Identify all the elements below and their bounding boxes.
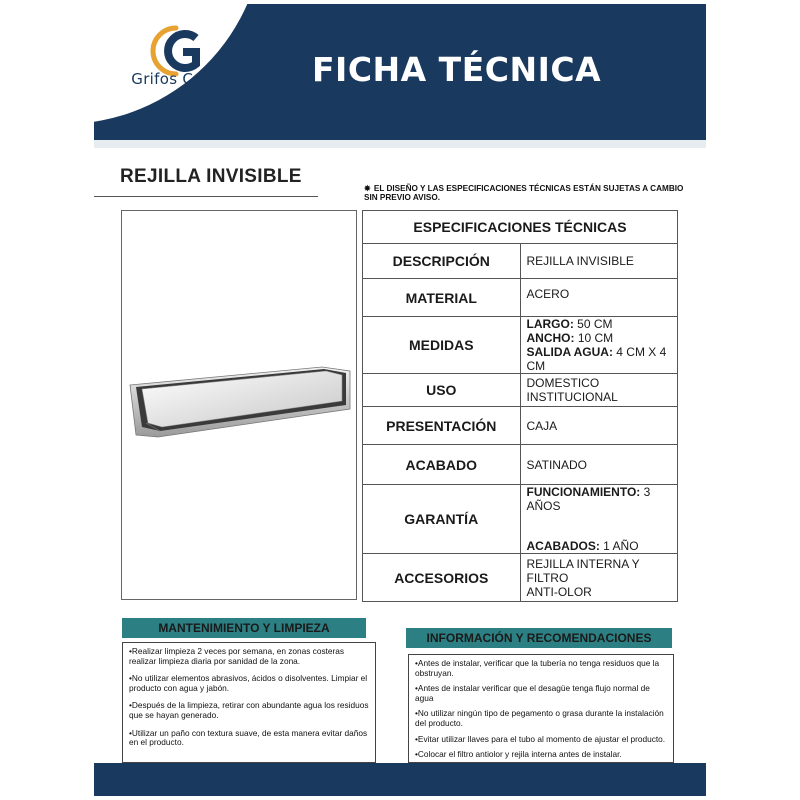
spec-row-medidas bbox=[363, 317, 678, 374]
product-image-frame bbox=[121, 210, 357, 600]
spec-row-garantia bbox=[363, 485, 678, 554]
change-notice-text: EL DISEÑO Y LAS ESPECIFICACIONES TÉCNICAS ESTÁN SUJETAS A CAMBIO SIN PREVIO AVISO. bbox=[364, 184, 684, 202]
info-item: •No utilizar ningún tipo de pegamento o grasa durante la instalación del producto. bbox=[415, 708, 664, 728]
info-title: INFORMACIÓN Y RECOMENDACIONES bbox=[406, 628, 672, 648]
warranty-finish bbox=[527, 539, 672, 553]
warranty-value: 1 AÑO bbox=[599, 539, 639, 553]
spec-heading-row bbox=[363, 211, 678, 244]
spec-label: MATERIAL bbox=[363, 279, 521, 317]
product-name: REJILLA INVISIBLE bbox=[120, 166, 302, 187]
info-item: •Antes de instalar, verificar que la tubería no tenga residuos que la obstruyan. bbox=[415, 658, 660, 678]
use-line: DOMESTICO bbox=[526, 376, 600, 390]
spec-label: MEDIDAS bbox=[363, 317, 521, 374]
spec-row-material bbox=[363, 279, 678, 317]
maintenance-item: •Realizar limpieza 2 veces por semana, en zonas costeras realizar limpieza diaria por sanidad de la zona. bbox=[129, 646, 345, 666]
measure-length bbox=[527, 317, 672, 331]
header-band bbox=[94, 4, 706, 140]
drain-grate-illustration bbox=[122, 211, 356, 599]
maintenance-title: MANTENIMIENTO Y LIMPIEZA bbox=[122, 618, 366, 638]
page-title: FICHA TÉCNICA bbox=[312, 50, 602, 89]
spec-value: CAJA bbox=[520, 407, 678, 445]
spec-value bbox=[520, 317, 678, 374]
brand-name: Grifos Center bbox=[131, 70, 235, 88]
spec-row-uso bbox=[363, 374, 678, 407]
measure-key: LARGO: bbox=[526, 317, 574, 331]
warranty-key: ACABADOS: bbox=[526, 539, 600, 553]
maintenance-item: •Utilizar un paño con textura suave, de esta manera evitar daños en el producto. bbox=[129, 727, 368, 748]
measure-value: 4 CM X 4 CM bbox=[526, 345, 667, 373]
spec-label: ACABADO bbox=[363, 445, 521, 485]
warranty-value: 3 AÑOS bbox=[526, 485, 651, 513]
accessory-line: REJILLA INTERNA Y FILTRO bbox=[526, 556, 640, 585]
spec-value bbox=[520, 485, 678, 554]
measure-key: SALIDA AGUA: bbox=[526, 345, 613, 359]
maintenance-item: •Después de la limpieza, retirar con abundante agua los residuos que se hayan generado. bbox=[129, 700, 369, 720]
measure-value: 50 CM bbox=[573, 317, 613, 331]
spec-table bbox=[362, 210, 678, 602]
info-item: •Antes de instalar verificar que el desagüe tenga flujo normal de agua bbox=[415, 683, 650, 703]
spec-label: GARANTÍA bbox=[363, 485, 521, 554]
spec-value: ACERO bbox=[520, 279, 678, 317]
use-line: INSTITUCIONAL bbox=[526, 390, 618, 404]
spec-label: ACCESORIOS bbox=[363, 554, 521, 602]
spec-value bbox=[520, 554, 678, 602]
info-item: •Colocar el filtro antiolor y rejila interna antes de instalar. bbox=[415, 749, 622, 760]
product-underline bbox=[94, 196, 318, 197]
spec-row-presentacion bbox=[363, 407, 678, 445]
spec-row-acabado bbox=[363, 445, 678, 485]
maintenance-box bbox=[122, 642, 376, 763]
measure-value: 10 CM bbox=[574, 331, 614, 345]
info-box bbox=[408, 654, 674, 763]
maintenance-item: •No utilizar elementos abrasivos, ácidos o disolventes. Limpiar el producto con agua y jabón. bbox=[129, 673, 368, 693]
spec-row-accesorios bbox=[363, 554, 678, 602]
info-item: •Evitar utilizar llaves para el tubo al momento de ajustar el producto. bbox=[415, 733, 666, 744]
spec-value bbox=[520, 374, 678, 407]
spec-label: USO bbox=[363, 374, 521, 407]
spec-heading: ESPECIFICACIONES TÉCNICAS bbox=[363, 211, 678, 244]
warranty-key: FUNCIONAMIENTO: bbox=[526, 485, 641, 499]
spec-label: PRESENTACIÓN bbox=[363, 407, 521, 445]
measure-key: ANCHO: bbox=[526, 331, 575, 345]
measure-width bbox=[527, 331, 672, 345]
header-divider bbox=[94, 140, 706, 148]
spec-value: REJILLA INVISIBLE bbox=[520, 244, 678, 279]
change-notice bbox=[364, 184, 684, 202]
footer-band bbox=[94, 763, 706, 796]
spec-label: DESCRIPCIÓN bbox=[363, 244, 521, 279]
accessory-line: ANTI-OLOR bbox=[526, 584, 592, 599]
bullet-icon: ✸ bbox=[364, 184, 371, 193]
spec-value: SATINADO bbox=[520, 445, 678, 485]
spec-row-descripcion bbox=[363, 244, 678, 279]
measure-outlet bbox=[527, 345, 672, 373]
spec-sheet bbox=[94, 4, 706, 796]
warranty-function bbox=[527, 485, 672, 513]
